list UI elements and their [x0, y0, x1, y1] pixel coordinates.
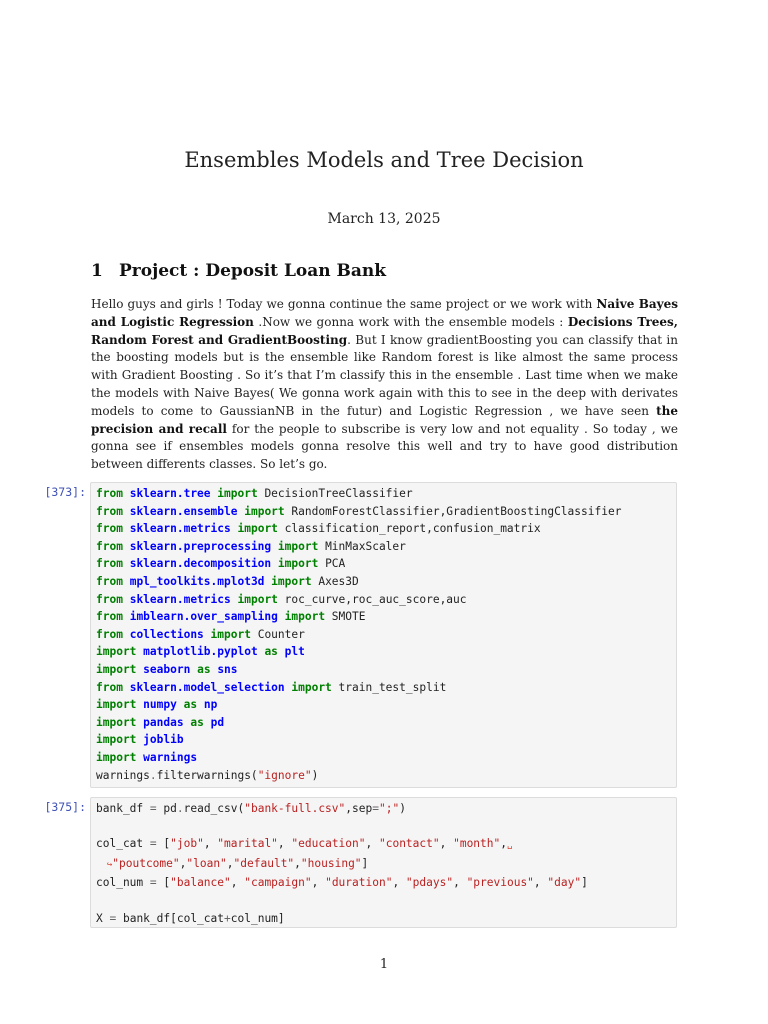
code-token: "ignore" [257, 768, 312, 782]
code-token [197, 698, 204, 711]
code-token: RandomForestClassifier,GradientBoostingClassifier [284, 504, 622, 518]
code-token [123, 540, 130, 553]
document-date: March 13, 2025 [327, 211, 441, 227]
code-token: import [277, 557, 319, 571]
code-token: , [365, 837, 379, 851]
code-token: , [179, 856, 187, 870]
code-token: "day" [547, 876, 582, 890]
code-line [96, 628, 305, 641]
section-title: Project : Deposit Loan Bank [119, 261, 387, 281]
code-token: "pdays" [405, 876, 454, 890]
code-cell-load-data[interactable] [90, 797, 677, 928]
code-token: sklearn.metrics [129, 522, 231, 536]
code-token: , [500, 837, 507, 851]
code-token: from [96, 504, 123, 518]
code-token: , [311, 876, 326, 890]
code-token: col_cat [96, 837, 150, 851]
code-token: "bank-full.csv" [244, 802, 346, 815]
code-token [204, 716, 211, 729]
code-line [96, 769, 318, 782]
code-token: bank_df [96, 802, 150, 815]
section-number: 1 [91, 261, 103, 281]
code-token: warnings [143, 750, 198, 764]
code-token [123, 593, 130, 606]
code-token [123, 557, 130, 570]
code-token [271, 540, 278, 553]
code-token [278, 610, 285, 623]
code-token: . [176, 802, 184, 815]
code-token: joblib [143, 733, 184, 747]
code-token: mpl_toolkits.mplot3d [129, 574, 265, 588]
code-token: "marital" [217, 837, 278, 851]
code-token: = [149, 876, 157, 890]
code-token: from [96, 680, 123, 694]
code-token: import [237, 522, 278, 536]
code-token: "housing" [300, 856, 362, 870]
code-token: ␣ [507, 840, 513, 851]
intro-bold-3: the precision and recall [91, 403, 678, 436]
code-token [177, 698, 184, 711]
code-token: classification_report,confusion_matrix [277, 522, 541, 536]
code-token: [ [156, 876, 171, 890]
code-token [231, 593, 238, 606]
code-token: import [210, 627, 251, 641]
code-line [96, 540, 406, 553]
code-line [96, 505, 621, 518]
code-token: sklearn.preprocessing [129, 539, 272, 553]
code-token: import [277, 539, 319, 553]
code-token: from [96, 592, 123, 606]
code-token: "month" [453, 837, 501, 851]
code-cell-imports[interactable] [90, 482, 677, 788]
code-token: from [96, 557, 123, 571]
code-token: "education" [291, 837, 366, 851]
intro-paragraph [91, 296, 678, 474]
intro-text-4: for the people to subscribe is very low and not equality . So today , we gonna see if ensembles models gonna resolve this well and try to have good distribution between differents classes. So let’s go. [91, 421, 678, 472]
code-token: "duration" [325, 876, 393, 890]
code-token: MinMaxScaler [318, 539, 406, 553]
code-token: bank_df[col_cat [116, 911, 225, 925]
code-line [96, 575, 359, 588]
intro-bold-2: Decisions Trees, Random Forest and GradientBoosting [91, 314, 678, 347]
intro-text-1: Hello guys and girls ! Today we gonna continue the same project or we work with [91, 297, 597, 311]
code-token: = [109, 911, 117, 925]
code-token: warnings [96, 768, 150, 782]
code-token: collections [129, 627, 204, 641]
code-token: ";" [378, 802, 400, 815]
code-token: , [226, 856, 234, 870]
code-line [96, 663, 238, 676]
code-token [204, 628, 211, 641]
code-token: = [149, 802, 157, 815]
code-token [123, 628, 130, 641]
code-token: roc_curve,roc_auc_score,auc [277, 592, 467, 606]
code-token [278, 645, 285, 658]
code-token: sklearn.decomposition [129, 557, 272, 571]
code-token: train_test_split [331, 680, 447, 694]
code-token: X [96, 911, 110, 925]
code-token: sns [217, 662, 238, 676]
code-token: ] [361, 856, 369, 870]
code-token: "balance" [170, 876, 231, 890]
code-token: from [96, 522, 123, 536]
code-token: Axes3D [311, 574, 359, 588]
code-token: ) [311, 768, 319, 782]
code-token: ] [581, 876, 588, 890]
code-token [231, 522, 238, 535]
code-token: , [203, 837, 218, 851]
code-token: ,sep [345, 802, 373, 815]
code-token: , [294, 856, 301, 870]
code-token [123, 681, 130, 694]
code-token [123, 487, 130, 500]
code-token: filterwarnings( [156, 768, 258, 782]
code-token: import [217, 487, 258, 500]
page-number: 1 [379, 957, 389, 972]
code-line [96, 733, 184, 746]
code-token: "default" [233, 856, 295, 870]
code-token: import [96, 645, 137, 659]
code-token: from [96, 610, 123, 624]
code-token: import [244, 504, 285, 518]
code-line [96, 716, 224, 729]
code-token: read_csv( [183, 802, 245, 815]
code-line [96, 876, 588, 889]
code-token: from [96, 539, 123, 553]
code-token: import [96, 750, 137, 764]
cell-prompt: [373]: [44, 485, 86, 499]
code-token: as [183, 698, 198, 712]
code-token: sklearn.ensemble [129, 504, 238, 518]
code-token: , [453, 876, 467, 890]
code-token: , [439, 837, 454, 851]
code-token: SMOTE [325, 610, 366, 624]
document-title: Ensembles Models and Tree Decision [184, 148, 584, 172]
code-token: pd [210, 715, 225, 729]
code-token: col_num [96, 876, 150, 890]
code-token: import [96, 698, 137, 712]
code-token: ) [399, 802, 406, 815]
code-line [96, 802, 406, 815]
code-token: seaborn [143, 662, 191, 676]
code-token: from [96, 487, 123, 500]
code-token: = [149, 837, 157, 851]
code-token: Counter [250, 627, 305, 641]
code-token: , [392, 876, 406, 890]
code-line [96, 557, 345, 570]
code-block[interactable] [91, 483, 676, 784]
code-token: . [149, 768, 157, 782]
code-line [96, 681, 446, 694]
code-token: "campaign" [244, 876, 312, 890]
code-token: "previous" [466, 876, 534, 890]
code-token: imblearn.over_sampling [129, 610, 278, 624]
code-token: sklearn.tree [129, 487, 211, 500]
code-token: PCA [318, 557, 346, 571]
intro-text-3: . But I know gradientBoosting you can classify that in the boosting models but is the ensemble like Random forest is like almost the same process with Gradient Boosting . So it’s that I’m classify this in the ensemble . Last time when we make the models with Naive Bayes( We gonna work again with this to see in the deep with derivates models to come to GaussianNB in the futur) and Logistic Regression , we have seen [91, 332, 678, 418]
code-line [96, 610, 365, 623]
code-line [96, 751, 197, 764]
code-token: "poutcome" [112, 856, 180, 870]
cell-prompt: [375]: [44, 800, 86, 814]
code-token: plt [284, 645, 305, 659]
code-token: pd [156, 802, 177, 815]
code-line [96, 837, 512, 850]
code-token: import [291, 680, 332, 694]
code-token: from [96, 574, 123, 588]
code-token: sklearn.metrics [129, 592, 231, 606]
code-token: "contact" [378, 837, 440, 851]
code-token: , [533, 876, 548, 890]
code-token: import [96, 733, 137, 747]
code-token [123, 610, 130, 623]
code-token: numpy [143, 698, 177, 712]
intro-bold-1: Naive Bayes and Logistic Regression [91, 297, 678, 329]
code-line [96, 593, 467, 606]
code-token: matplotlib.pyplot [143, 645, 258, 659]
code-token: import [96, 715, 137, 729]
code-token: [ [156, 837, 171, 851]
code-line [96, 857, 368, 870]
code-line [96, 645, 305, 658]
code-token [271, 557, 278, 570]
code-token: as [264, 645, 278, 659]
code-line [96, 487, 413, 500]
code-token: "job" [170, 837, 204, 851]
code-token [123, 522, 130, 535]
code-token: "loan" [186, 856, 227, 870]
code-token: col_num] [230, 911, 285, 925]
code-line [96, 912, 285, 925]
code-token: import [271, 574, 312, 588]
code-token: = [372, 802, 379, 815]
code-token: import [284, 610, 326, 624]
section-heading [91, 261, 386, 281]
code-token: as [190, 715, 204, 729]
code-token: import [96, 662, 137, 676]
code-token [123, 575, 130, 588]
code-token: pandas [143, 715, 184, 729]
code-line [96, 698, 217, 711]
code-token: , [277, 837, 292, 851]
code-token: from [96, 627, 123, 641]
code-token: DecisionTreeClassifier [257, 487, 413, 500]
code-token: , [230, 876, 245, 890]
code-token: np [203, 698, 218, 712]
code-token [123, 505, 130, 518]
code-token: ↪ [96, 859, 113, 870]
code-block[interactable] [91, 798, 676, 927]
intro-text-2: .Now we gonna work with the ensemble models : [253, 314, 568, 329]
code-token: sklearn.model_selection [129, 680, 285, 694]
code-token: + [224, 911, 231, 925]
code-token: import [237, 592, 278, 606]
code-line [96, 522, 541, 535]
code-token: as [197, 662, 211, 676]
